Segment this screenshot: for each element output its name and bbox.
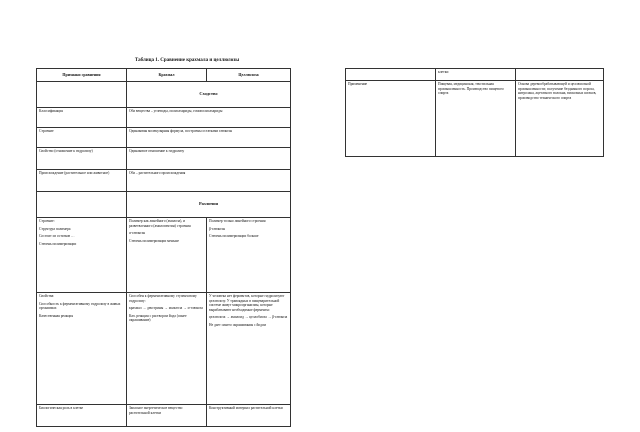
starch-cell: Пищевая, медицинская, текстильная промышленность. Производство пищевого спирта [436,81,516,157]
cell-text: Кач. реакция с раствором йода (синее окрашивание) [129,313,187,323]
cell-text: Полимер как линейного (амилоза), и разветвленного (амилопектин) строения [129,219,191,228]
cell-text: У человека нет ферментов, которые гидролизуют целлюлозу. У травоядных в пищеварительной системе живут микроорганизмы, которые вырабатывают необходимые ферменты: [209,294,285,312]
row-name: Строение [37,128,127,148]
row-name: Биологическая роль в клетке [37,405,127,427]
row-value: Оба вещества – углеводы, полисахариды, гомополисахариды [127,108,291,128]
row-label: Качественная реакция [39,313,73,318]
row-value: Одинаковое отношение к гидролизу [127,148,291,170]
header-starch: Крахмал [127,69,207,82]
cellulose-cell [207,293,291,405]
starch-cell: Запасное энергетическое вещество растительной клетки [127,405,207,427]
cell-text: Не дает синего окрашивания с йодом [209,322,266,327]
row-name [37,218,127,293]
row-name: Свойство (отношение к гидролизу) [37,148,127,170]
row-name: Классификация [37,108,127,128]
cell-text: Полимер только линейного строения [209,219,266,223]
section-spacer [37,192,127,218]
cellulose-cell [207,218,291,293]
cell-text: β-глюкозы [209,226,225,231]
comparison-table [36,68,291,427]
row-name: Происхождение (растительное или животное) [37,170,127,192]
cell-text: целлюлоза → амилоид → целлобиоза → β-глюкоза [209,315,288,320]
starch-cell [127,218,207,293]
cellulose-cell: Конструктивный материал растительной клетки [207,405,291,427]
row-label: Способность к ферментативному гидролизу в живых организмах [39,301,121,311]
row-label: Структура полимера [39,226,71,231]
row-name: Применение [346,81,436,157]
starch-cell: клетки [436,69,516,81]
row-label: Строение: [39,219,55,223]
comparison-table-continued [345,68,604,157]
header-cellulose: Целлюлоза [207,69,291,82]
section-diff: Различия [127,192,291,218]
row-label: Степень полимеризации [39,241,77,246]
cell-text: Степень полимеризации меньше [129,238,179,243]
cell-text: α-глюкозы [129,231,146,236]
cell-text: Степень полимеризации больше [209,234,259,239]
table-title: Таблица 1. Сравнение крахмала и целлюлозы [134,58,240,63]
row-name [37,293,127,405]
starch-cell [127,293,207,405]
header-criteria: Признаки сравнения [37,69,127,82]
cell-text: Способен к ферментативному ступенчатому гидролизу: [129,294,197,303]
row-value: Одинаковая молекулярная формула, построены остатками глюкозы [127,128,291,148]
row-label: Состоит из остатков … [39,234,75,239]
cellulose-cell [516,69,604,81]
row-value: Оба – растительного происхождения [127,170,291,192]
row-name [346,69,436,81]
section-spacer [37,82,127,108]
row-label: Свойства: [39,294,55,298]
section-similar: Сходство [127,82,291,108]
cell-text: крахмал → декстрины → мальтоза → α-глюкоза [129,306,203,311]
cellulose-cell: Основа деревообрабатывающей и целлюлозной промышленности; получение бездымного пороха, нитролака, ацетатного волокна, вискозных шелков, производство технического спирта [516,81,604,157]
